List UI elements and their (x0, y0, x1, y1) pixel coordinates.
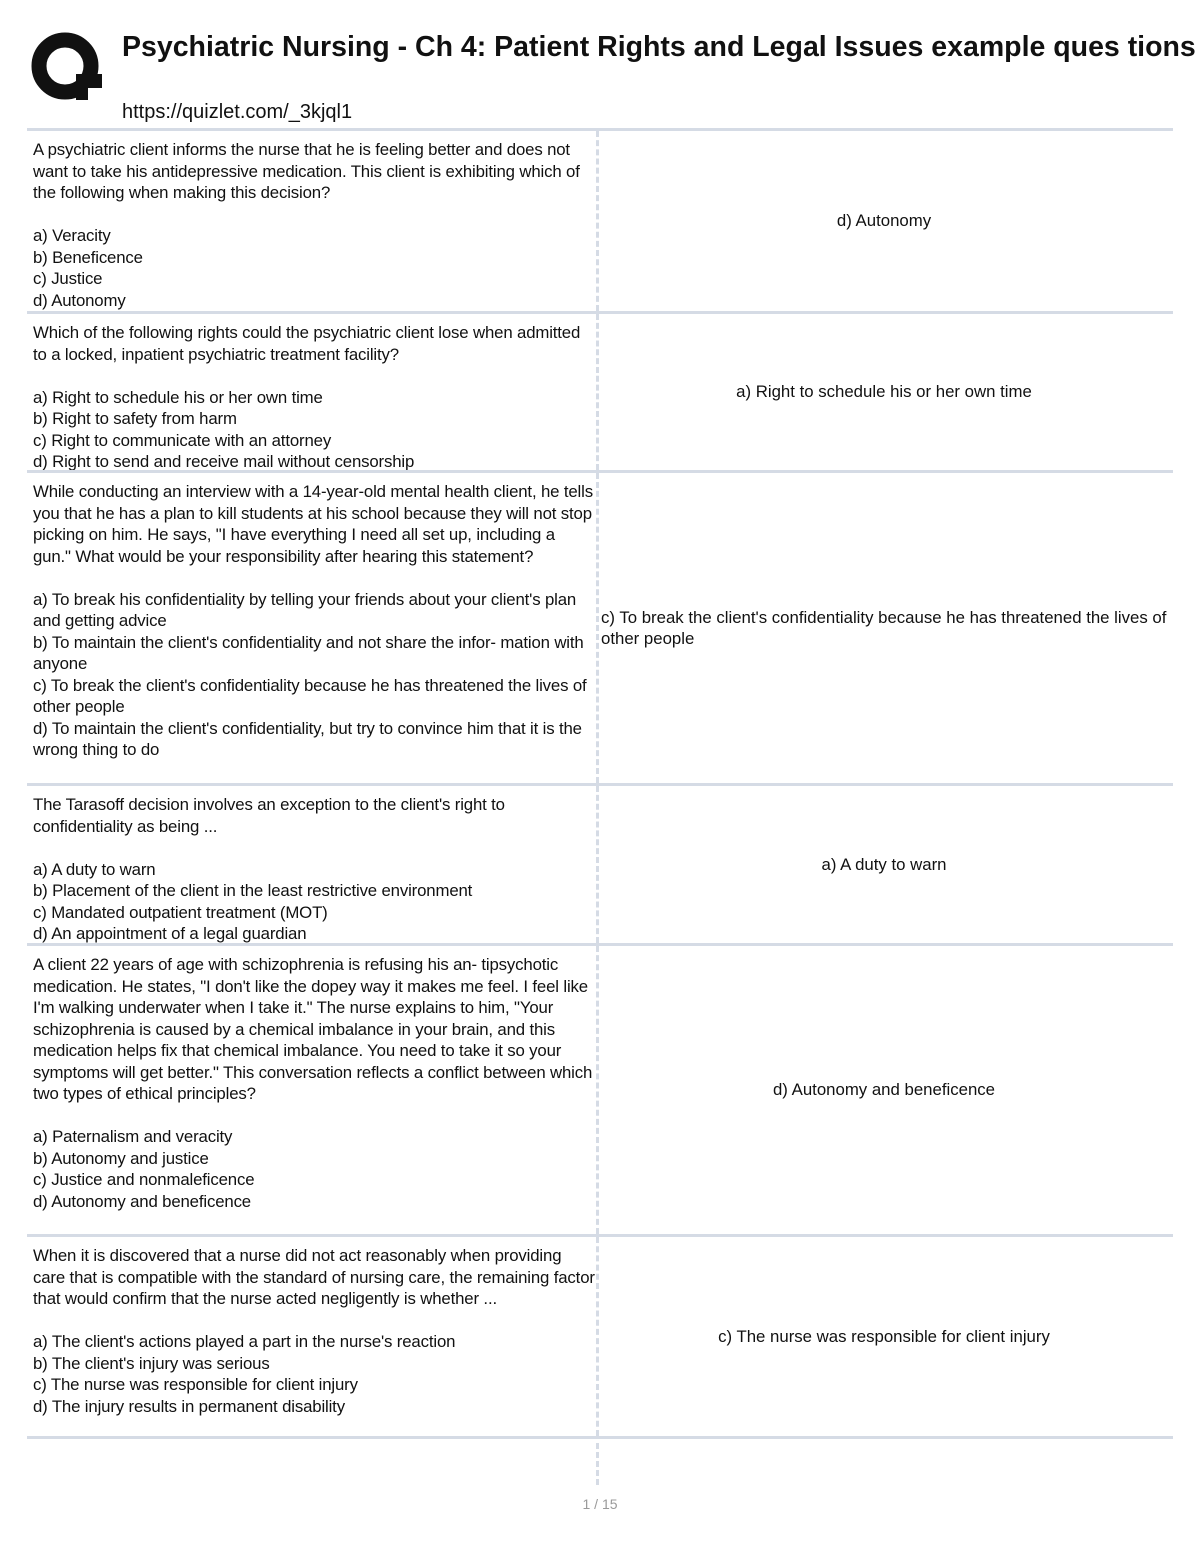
flashcard-row (27, 783, 1173, 943)
flashcard-row (27, 128, 1173, 311)
column-divider (596, 786, 599, 943)
question-text: A client 22 years of age with schizophrenia is refusing his an- tipsychotic medication. He states, "I don't like the dopey way it makes me feel. I feel like I'm walking underwater when I take it." The nurse explains to him, "Your schizophrenia is caused by a chemical imbalance in your brain, and this medication helps fix that chemical imbalance. You need to take it so your symptoms will get better." This conversation reflects a conflict between which two types of ethical principles? a) Paternalism and veracity b) Autonomy and justice c) Justice and nonmaleficence d) Autonomy and beneficence (33, 955, 593, 1211)
column-divider (596, 473, 599, 783)
answer-cell (601, 131, 1167, 311)
answer-cell (601, 473, 1167, 783)
source-url[interactable]: https://quizlet.com/_3kjql1 (122, 101, 353, 123)
column-divider (596, 131, 599, 311)
flashcard-row (27, 1234, 1173, 1439)
answer-text: a) Right to schedule his or her own time (736, 382, 1032, 402)
question-text: A psychiatric client informs the nurse that he is feeling better and does not want to take his antidepressive medication. This client is exhibiting which of the following when making this decision? a) Veracity b) Beneficence c) Justice d) Autonomy (33, 140, 580, 310)
answer-text: c) The nurse was responsible for client injury (718, 1326, 1050, 1346)
question-text: When it is discovered that a nurse did not act reasonably when providing care that is compatible with the standard of nursing care, the remaining factor that would confirm that the nurse acted negligently is whether ... a) The client's actions played a part in the nurse's reaction b) The client's injury was serious c) The nurse was responsible for client injury d) The injury results in permanent disability (33, 1246, 595, 1416)
question-text: The Tarasoff decision involves an exception to the client's right to confidentiality as being ... a) A duty to warn b) Placement of the client in the least restrictive environment c) Mandated outpatient treatment (MOT) d) An appointment of a legal guardian (33, 795, 505, 943)
page-indicator: 1 / 15 (582, 1496, 618, 1512)
answer-cell (601, 786, 1167, 943)
quizlet-logo (30, 30, 102, 102)
question-text: Which of the following rights could the psychiatric client lose when admitted to a locked, inpatient psychiatric treatment facility? a) Right to schedule his or her own time b) Right to safety from harm c) Right to communicate with an attorney d) Right to send and receive mail without censorship (33, 323, 581, 471)
column-divider (596, 946, 599, 1234)
answer-cell (601, 946, 1167, 1234)
column-divider (596, 1237, 599, 1436)
answer-text: c) To break the client's confidentiality because he has threatened the lives of other people (601, 607, 1167, 648)
answer-text: d) Autonomy and beneficence (772, 1080, 996, 1100)
document-title: Psychiatric Nursing - Ch 4: Patient Rights and Legal Issues example ques tions (122, 31, 1196, 63)
question-text: While conducting an interview with a 14-year-old mental health client, he tells you that he has a plan to kill students at his school because they will not stop picking on him. He says, "I have everything I need all set up, including a gun." What would be your responsibility after hearing this statement? a) To break his confidentiality by telling your friends about your client's plan and getting advice b) To maintain the client's confidentiality and not share the infor- mation with anyone c) To break the client's confidentiality because he has threatened the lives of other people d) To maintain the client's confidentiality, but try to convince him that it is the wrong thing to do (33, 482, 593, 759)
quizlet-q-logo-icon (30, 30, 102, 102)
flashcard-row (27, 470, 1173, 783)
answer-cell (601, 1237, 1167, 1436)
column-divider (596, 314, 599, 470)
flashcard-row (27, 943, 1173, 1234)
answer-cell (601, 314, 1167, 470)
flashcard-row (27, 311, 1173, 470)
answer-text: d) Autonomy (836, 211, 932, 231)
column-divider-tail (596, 1443, 599, 1485)
answer-text: a) A duty to warn (821, 854, 947, 874)
